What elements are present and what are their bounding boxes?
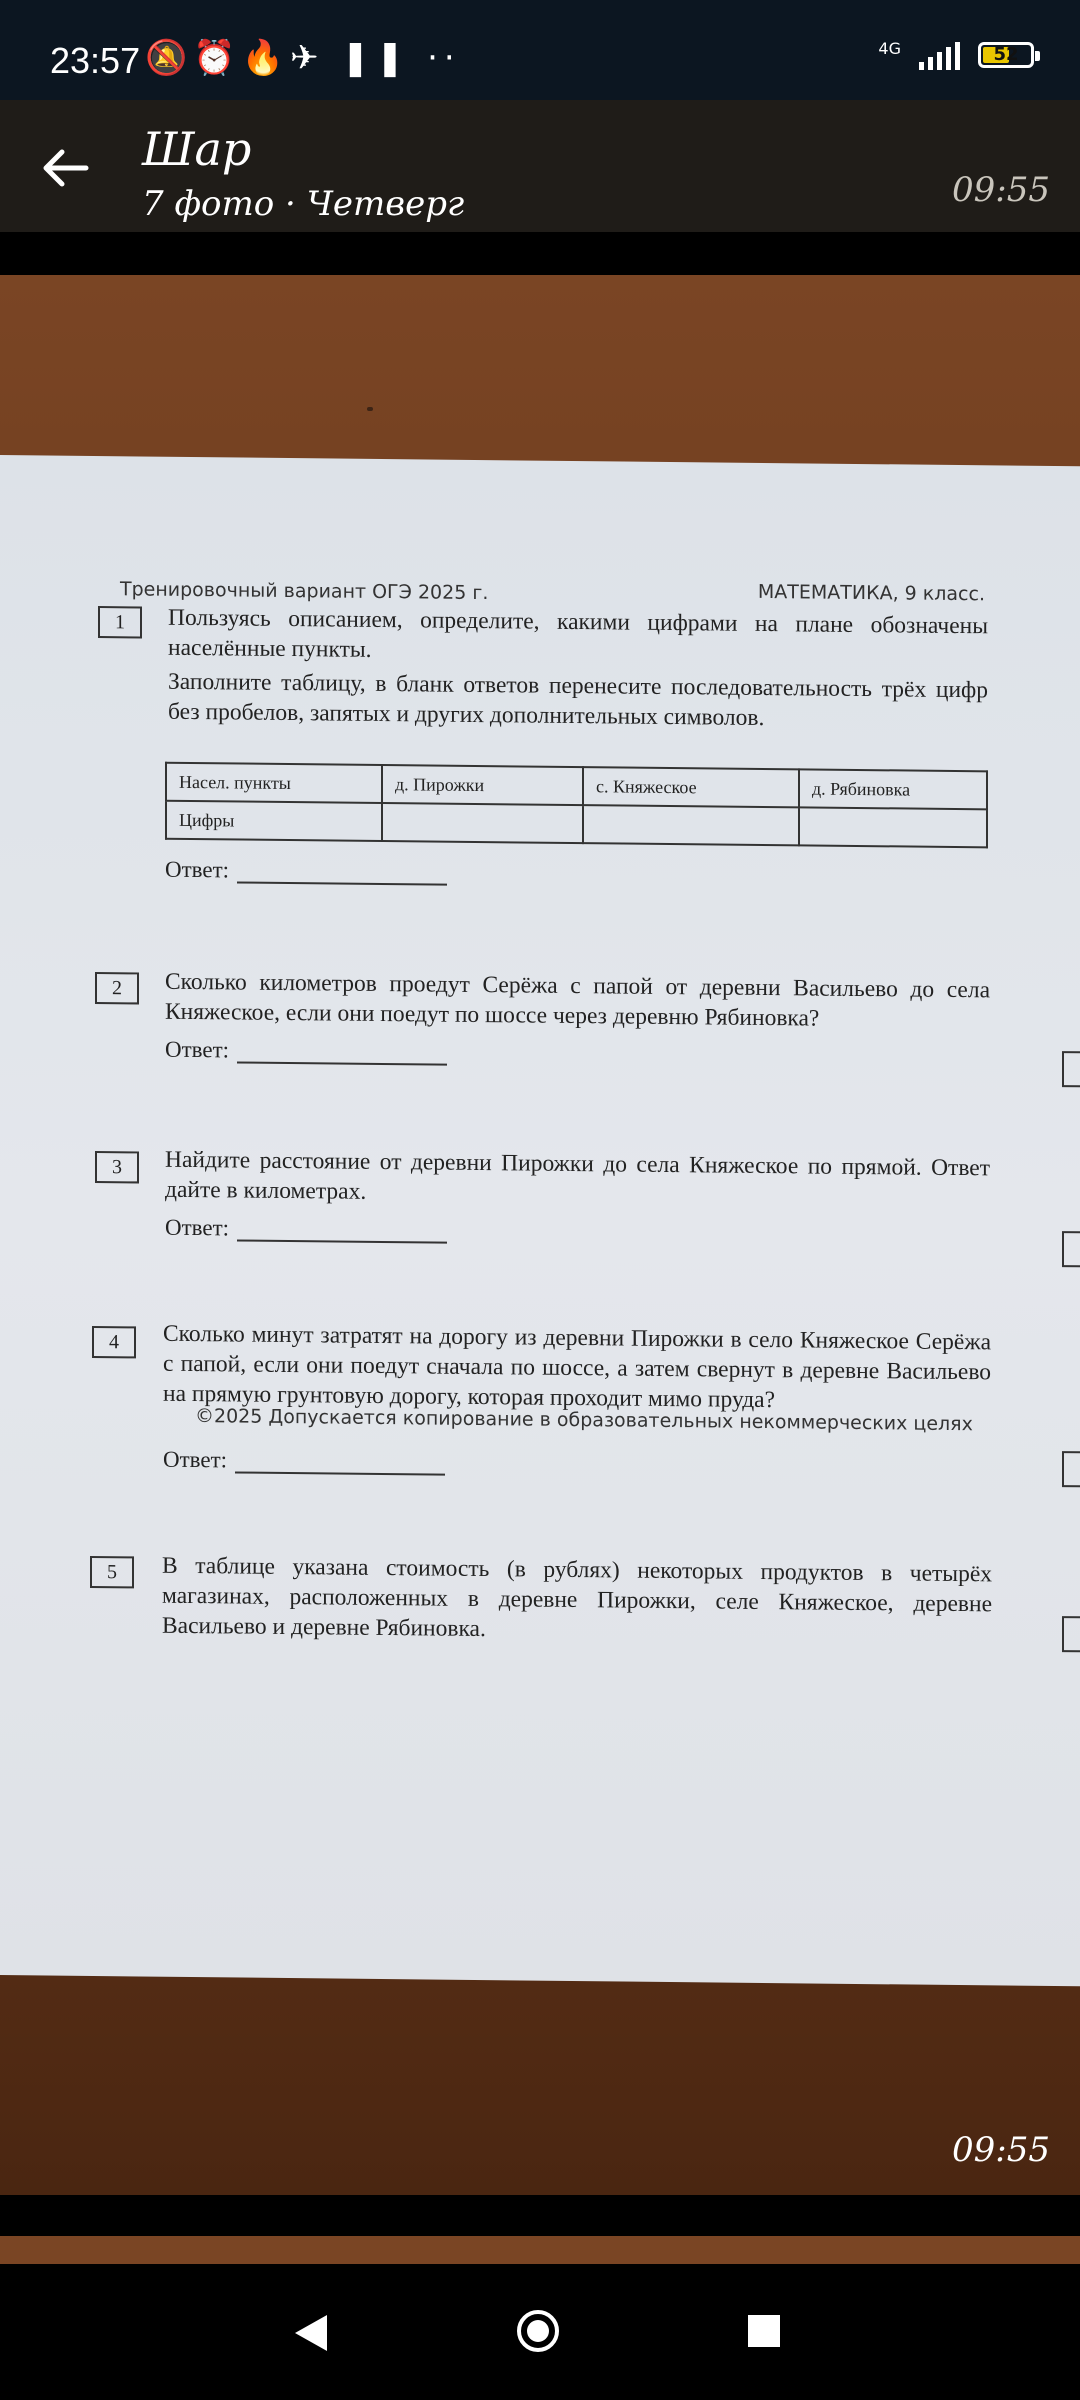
- question-number: 1: [98, 606, 142, 638]
- photo-view[interactable]: [0, 275, 1080, 2195]
- app-header: [0, 100, 1080, 232]
- settlements-table: [165, 762, 988, 849]
- margin-box: [1062, 1451, 1080, 1487]
- header-time: 09:55: [952, 170, 1050, 210]
- answer-field: [165, 1037, 447, 1066]
- photo-timestamp: 09:55: [952, 2130, 1050, 2170]
- table-cell: д. Пирожки: [382, 765, 583, 805]
- album-title: Шар: [142, 122, 252, 176]
- status-right: [878, 40, 1034, 70]
- question-number: 4: [92, 1326, 136, 1358]
- question-text: Сколько минут затратят на дорогу из деревни Пирожки в село Княжеское Серёжа с папой, если они поедут сначала по шоссе, а затем свернут в деревне Васильево на прямую грунтовую дорогу, которая проходит мимо пруда?: [163, 1320, 991, 1414]
- margin-box: [1062, 1051, 1080, 1087]
- question-text: В таблице указана стоимость (в рублях) некоторых продуктов в четырёх магазинах, расположенных в деревне Пирожки, селе Княжеское, деревне Васильево и деревне Рябиновка.: [162, 1552, 992, 1643]
- signal-icon: [919, 40, 960, 70]
- navigation-bar: [0, 2270, 1080, 2400]
- answer-label: Ответ:: [165, 856, 230, 883]
- answer-label: Ответ:: [163, 1446, 228, 1473]
- exam-paper: [0, 455, 1080, 1986]
- question-text: Пользуясь описанием, определите, какими цифрами на плане обозначены населённые пункты.: [168, 604, 988, 663]
- notification-icons: 🔕⏰🔥✈ ❚❚ ··: [145, 38, 461, 78]
- nav-back-icon[interactable]: [295, 2315, 327, 2351]
- nav-recents-icon[interactable]: [748, 2315, 780, 2347]
- copyright-footer: ©2025 Допускается копирование в образовательных некоммерческих целях: [195, 1405, 973, 1436]
- table-speck: [367, 407, 373, 411]
- table-cell: с. Княжеское: [583, 767, 799, 807]
- album-subtitle: 7 фото · Четверг: [142, 184, 465, 224]
- battery-level: 52: [993, 44, 1019, 65]
- margin-box: [1062, 1616, 1080, 1652]
- back-arrow-icon[interactable]: [40, 148, 90, 188]
- network-type: 4G: [878, 39, 901, 58]
- question-text: Сколько километров проедут Серёжа с папой от деревни Васильево до села Княжеское, если они поедут по шоссе через деревню Рябиновка?: [165, 968, 990, 1032]
- answer-field: [165, 1215, 447, 1244]
- answer-field: [163, 1447, 445, 1476]
- question-text: Заполните таблицу, в бланк ответов перенесите последовательность трёх цифр без пробелов, запятых и других дополнительных символов.: [168, 668, 988, 732]
- answer-label: Ответ:: [165, 1214, 230, 1241]
- table-cell: Цифры: [166, 801, 382, 841]
- question-number: 2: [95, 972, 139, 1004]
- question-number: 3: [95, 1151, 139, 1183]
- table-cell: [382, 803, 583, 843]
- table-cell: [583, 805, 799, 845]
- margin-box: [1062, 1231, 1080, 1267]
- doc-header-left: Тренировочный вариант ОГЭ 2025 г.: [120, 578, 489, 605]
- table-cell: д. Рябиновка: [799, 769, 987, 809]
- answer-field: [165, 857, 447, 886]
- table-cell: [799, 807, 987, 847]
- table-cell: Насел. пункты: [166, 763, 382, 803]
- status-time: 23:57: [50, 40, 141, 81]
- status-bar: [0, 0, 1080, 100]
- answer-label: Ответ:: [165, 1036, 230, 1063]
- battery-icon: [978, 42, 1034, 68]
- doc-header-right: МАТЕМАТИКА, 9 класс.: [757, 580, 985, 606]
- nav-home-icon[interactable]: [517, 2310, 559, 2352]
- next-photo-strip[interactable]: [0, 2236, 1080, 2264]
- question-number: 5: [90, 1556, 134, 1588]
- question-text: Найдите расстояние от деревни Пирожки до села Княжеское по прямой. Ответ дайте в километрах.: [165, 1146, 990, 1205]
